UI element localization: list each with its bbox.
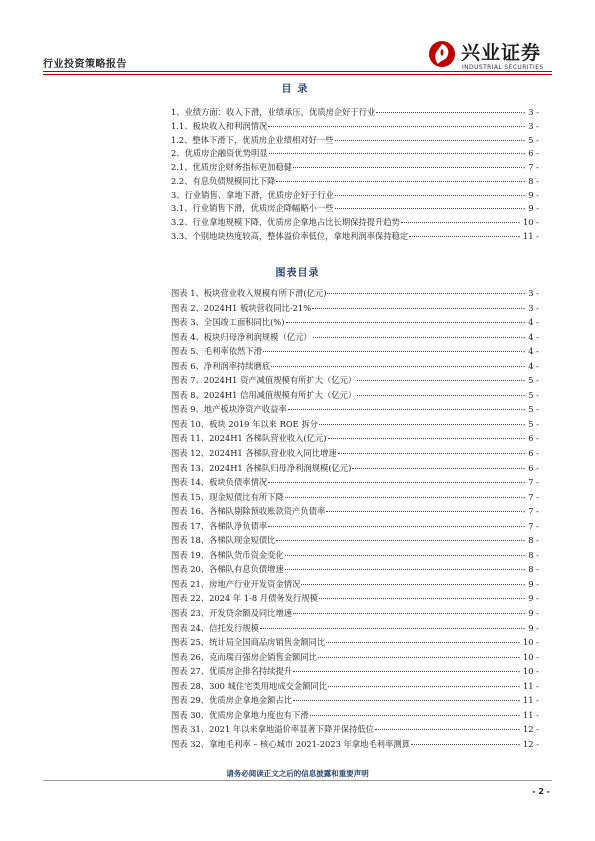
toc-entry[interactable] (171, 147, 539, 161)
figure-entry[interactable] (171, 330, 539, 345)
figure-entry-text: 图表 17、各梯队净负债率 (171, 520, 268, 531)
figure-entry-page: - 4 - (522, 317, 539, 328)
dot-leader (301, 584, 521, 585)
figure-entry-text: 图表 25、统计局全国商品房销售金额同比 (171, 637, 326, 648)
figure-entry[interactable] (171, 635, 539, 650)
figure-list-title: 图表目录 (275, 268, 320, 279)
figure-entry[interactable] (171, 708, 539, 723)
figure-entry-page: - 8 - (522, 535, 539, 546)
dot-leader (260, 628, 522, 629)
figure-entry-page: - 9 - (522, 593, 539, 604)
dot-leader (338, 453, 522, 454)
dot-leader (318, 657, 517, 658)
header-divider-thin (43, 74, 552, 75)
dot-leader (312, 308, 522, 309)
toc-entry-page: - 5 - (522, 134, 539, 145)
dot-leader (276, 540, 521, 541)
figure-entry-text: 图表 10、板块 2019 年以来 ROE 拆分 (171, 418, 318, 429)
figure-entry-page: - 5 - (522, 375, 539, 386)
figure-entry[interactable] (171, 548, 539, 563)
figure-entry-page: - 11 - (517, 709, 539, 720)
dot-leader (319, 598, 522, 599)
figure-entry-page: - 12 - (517, 738, 539, 749)
figure-entry[interactable] (171, 533, 539, 548)
dot-leader (293, 613, 522, 614)
figure-entry[interactable] (171, 722, 539, 737)
toc-entry-text: 1.1、板块收入和利润情况 (171, 120, 268, 131)
dot-leader (326, 511, 522, 512)
toc-entry[interactable] (171, 161, 539, 175)
dot-leader (335, 208, 522, 209)
dot-leader (293, 671, 516, 672)
figure-entry-text: 图表 5、毛利率依然下滑 (171, 346, 262, 357)
figure-entry-page: - 5 - (522, 404, 539, 415)
toc-entry[interactable] (171, 216, 539, 230)
dot-leader (357, 395, 522, 396)
figure-entry-text: 图表 30、优质房企拿地力度也有下滑 (171, 709, 309, 720)
figure-entry-page: - 7 - (522, 491, 539, 502)
figure-entry-text: 图表 27、优质房企排名持续提升 (171, 666, 293, 677)
figure-entry[interactable] (171, 490, 539, 505)
dot-leader (352, 468, 521, 469)
toc-entry-text: 3.2、行业拿地规模下降，优质房企拿地占比长期保持提升趋势 (171, 217, 400, 227)
dot-leader (313, 337, 522, 338)
dot-leader (310, 715, 517, 716)
figure-entry[interactable] (171, 475, 539, 490)
figure-entry-page: - 9 - (522, 608, 539, 619)
figure-entry-page: - 11 - (517, 695, 539, 706)
figure-entry-page: - 5 - (522, 389, 539, 400)
figure-entry[interactable] (171, 650, 539, 665)
figure-entry-text: 图表 7、2024H1 资产减值规模有所扩大（亿元） (171, 375, 357, 386)
dot-leader (271, 366, 522, 367)
figure-entry-text: 图表 23、开发贷余额及同比增速 (171, 608, 293, 619)
figure-entry[interactable] (171, 562, 539, 577)
dot-leader (285, 497, 522, 498)
figure-entry[interactable] (171, 621, 539, 636)
figure-entry-page: - 7 - (522, 506, 539, 517)
figure-entry[interactable] (171, 359, 539, 374)
dot-leader (268, 526, 522, 527)
dot-leader (328, 686, 516, 687)
toc-entry-page: - 7 - (522, 162, 539, 172)
figure-entry-page: - 8 - (522, 564, 539, 575)
figure-entry-page: - 6 - (522, 433, 539, 444)
toc-entry-page: - 6 - (522, 148, 539, 159)
toc-entry[interactable] (171, 202, 539, 216)
dot-leader (285, 569, 522, 570)
figure-entry[interactable] (171, 301, 539, 316)
toc-title: 目录 (281, 84, 314, 95)
dot-leader (335, 140, 522, 141)
figure-entry-text: 图表 2、2024H1 板块营收同比-21% (171, 302, 312, 313)
toc-entry[interactable] (171, 175, 539, 189)
figure-entry-text: 图表 8、2024H1 信用减值规模有所扩大（亿元） (171, 389, 357, 400)
toc-entry[interactable] (171, 230, 539, 244)
figure-entry-page: - 6 - (522, 448, 539, 459)
figure-entry-text: 图表 20、各梯队有息负债增速 (171, 564, 284, 575)
toc-list (171, 106, 539, 244)
dot-leader (268, 482, 522, 483)
figure-entry-page: - 7 - (522, 520, 539, 531)
figure-entry-text: 图表 22、2024 年 1-8 月债务发行规模 (171, 593, 318, 604)
toc-entry-page: - 3 - (522, 107, 539, 117)
toc-entry[interactable] (171, 120, 539, 134)
figure-entry-page: - 3 - (522, 302, 539, 313)
toc-entry-page: - 11 - (517, 230, 539, 241)
figure-entry[interactable] (171, 344, 539, 359)
figure-entry[interactable] (171, 577, 539, 592)
figure-entry-page: - 9 - (522, 578, 539, 589)
dot-leader (401, 222, 517, 223)
toc-entry-page: - 3 - (522, 120, 539, 131)
figure-entry-page: - 5 - (522, 418, 539, 429)
figure-entry-page: - 12 - (517, 724, 539, 735)
figure-entry[interactable] (171, 286, 539, 301)
figure-entry-text: 图表 6、净利润率持续磨底 (171, 360, 271, 371)
dot-leader (326, 642, 516, 643)
dot-leader (409, 236, 516, 237)
figure-list (171, 286, 539, 752)
dot-leader (269, 153, 522, 154)
figure-entry[interactable] (171, 461, 539, 476)
figure-entry-page: - 6 - (522, 462, 539, 473)
figure-entry[interactable] (171, 315, 539, 330)
figure-entry-text: 图表 16、各梯队剔除预收账款资产负债率 (171, 506, 326, 517)
toc-entry-text: 3、行业销售、拿地下滑，优质房企好于行业 (171, 189, 334, 200)
dot-leader (288, 409, 522, 410)
footer-divider (43, 780, 552, 781)
dot-leader (376, 112, 521, 113)
figure-entry-page: - 3 - (522, 288, 539, 298)
figure-entry-text: 图表 24、信托发行规模 (171, 622, 259, 633)
dot-leader (286, 322, 522, 323)
toc-entry-text: 3.3、个别地块热度较高，整体溢价率低位，拿地利润率保持稳定 (171, 230, 409, 241)
dot-leader (285, 555, 522, 556)
dot-leader (375, 729, 517, 730)
toc-entry-page: - 9 - (522, 203, 539, 214)
figure-entry[interactable] (171, 504, 539, 519)
figure-entry-text: 图表 3、全国竣工面积同比(%) (171, 317, 285, 328)
toc-entry-text: 2.2、有息负债规模同比下降 (171, 175, 276, 186)
dot-leader (357, 380, 522, 381)
figure-entry-text: 图表 32、拿地毛利率 – 核心城市 2021-2023 年拿地毛利率测算 (171, 738, 410, 749)
dot-leader (411, 744, 517, 745)
figure-entry-page: - 4 - (522, 346, 539, 357)
figure-entry-text: 图表 12、2024H1 各梯队营业收入同比增速 (171, 448, 337, 459)
figure-entry-page: - 7 - (522, 477, 539, 488)
figure-entry-page: - 4 - (522, 331, 539, 342)
figure-entry-text: 图表 28、300 城住宅类用地成交金额同比 (171, 680, 328, 691)
figure-entry-page: - 9 - (522, 622, 539, 633)
figure-entry-page: - 4 - (522, 360, 539, 371)
company-logo (428, 38, 558, 78)
logo-mark-icon (428, 40, 456, 68)
dot-leader (293, 700, 516, 701)
figure-entry[interactable] (171, 388, 539, 403)
figure-entry[interactable] (171, 373, 539, 388)
dot-leader (276, 181, 521, 182)
figure-entry[interactable] (171, 519, 539, 534)
toc-entry[interactable] (171, 106, 539, 120)
header-divider (43, 71, 552, 72)
figure-entry[interactable] (171, 402, 539, 417)
dot-leader (263, 351, 522, 352)
toc-entry[interactable] (171, 134, 539, 148)
dot-leader (319, 424, 522, 425)
figure-entry-text: 图表 21、房地产行业开发资金情况 (171, 578, 301, 589)
figure-entry-text: 图表 19、各梯队货币资金变化 (171, 549, 284, 560)
page-number: - 2 - (532, 787, 550, 796)
figure-entry-text: 图表 9、地产板块净资产收益率 (171, 404, 287, 415)
figure-entry[interactable] (171, 664, 539, 679)
figure-entry[interactable] (171, 606, 539, 621)
figure-entry[interactable] (171, 431, 539, 446)
toc-entry-text: 2.1、优质房企财务指标更加稳健 (171, 162, 293, 172)
toc-entry-page: - 8 - (522, 175, 539, 186)
toc-entry-page: - 10 - (517, 217, 539, 227)
toc-entry-page: - 9 - (522, 189, 539, 200)
figure-entry[interactable] (171, 446, 539, 461)
disclaimer-note: 请务必阅读正文之后的信息披露和重要声明 (226, 769, 369, 778)
figure-entry-text: 图表 14、板块负债率情况 (171, 477, 268, 488)
figure-entry-page: - 10 - (517, 651, 539, 662)
figure-entry-text: 图表 29、优质房企拿地金额占比 (171, 695, 293, 706)
toc-entry-text: 1、业绩方面：收入下滑，业绩承压，优质房企好于行业 (171, 107, 376, 117)
figure-entry-text: 图表 4、板块归母净利润规模（亿元） (171, 331, 312, 342)
figure-entry[interactable] (171, 417, 539, 432)
logo-english-name: INDUSTRIAL SECURITIES (462, 64, 544, 71)
figure-entry[interactable] (171, 737, 539, 752)
report-type-label: 行业投资策略报告 (43, 59, 127, 70)
figure-entry[interactable] (171, 693, 539, 708)
figure-entry-text: 图表 1、板块营业收入规模有所下滑(亿元) (171, 288, 327, 298)
figure-entry[interactable] (171, 591, 539, 606)
figure-entry-page: - 10 - (517, 666, 539, 677)
figure-entry-text: 图表 13、2024H1 各梯队归母净利润规模(亿元) (171, 462, 352, 473)
dot-leader (293, 167, 522, 168)
figure-entry-page: - 11 - (517, 680, 539, 691)
figure-entry-page: - 8 - (522, 549, 539, 560)
figure-entry-text: 图表 26、克而瑞百强房企销售金额同比 (171, 651, 317, 662)
toc-entry-text: 1.2、整体下滑下，优质房企业绩相对好一些 (171, 134, 334, 145)
dot-leader (268, 126, 522, 127)
dot-leader (328, 438, 522, 439)
dot-leader (335, 195, 522, 196)
figure-entry-page: - 10 - (517, 637, 539, 648)
toc-entry[interactable] (171, 189, 539, 203)
figure-entry-text: 图表 18、各梯队现金短债比 (171, 535, 276, 546)
figure-entry-text: 图表 11、2024H1 各梯队营业收入(亿元) (171, 433, 327, 444)
toc-entry-text: 2、优质房企融资优势明显 (171, 148, 268, 159)
figure-entry-text: 图表 31、2021 年以来拿地溢价率显著下降并保持低位 (171, 724, 374, 735)
dot-leader (327, 293, 521, 294)
toc-entry-text: 3.1、行业销售下滑，优质房企降幅略小一些 (171, 203, 334, 214)
figure-entry[interactable] (171, 679, 539, 694)
logo-chinese-name: 兴业证券 (461, 42, 542, 64)
figure-entry-text: 图表 15、现金短债比有所下降 (171, 491, 284, 502)
